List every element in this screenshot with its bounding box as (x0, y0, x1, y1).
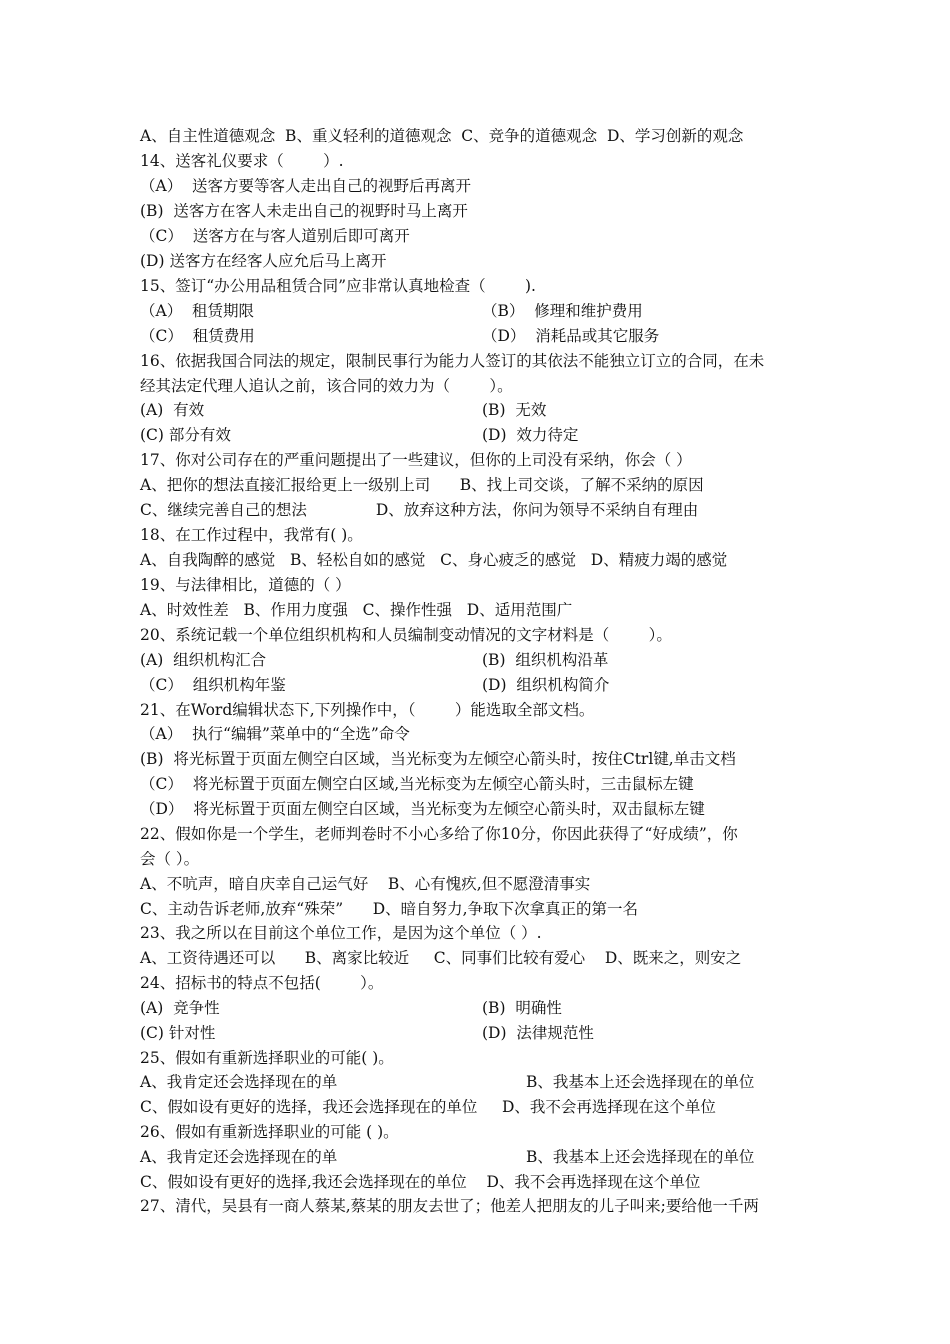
q21-stem: 21、在Word编辑状态下,下列操作中，（ ）能选取全部文档。 (140, 701, 595, 719)
q20-option-a: (A) 组织机构汇合 (140, 651, 267, 669)
q25-options-cd: C、假如设有更好的选择，我还会选择现在的单位 D、我不会再选择现在这个单位 (140, 1098, 716, 1116)
q15-option-b: （B） 修理和维护费用 (482, 302, 643, 320)
q24-stem: 24、招标书的特点不包括( ）。 (140, 974, 384, 992)
q25-stem: 25、假如有重新选择职业的可能( )。 (140, 1049, 394, 1067)
q17-options-cd: C、继续完善自己的想法 D、放弃这种方法，你问为领导不采纳自有理由 (140, 501, 699, 519)
q17-stem: 17、你对公司存在的严重问题提出了一些建议，但你的上司没有采纳，你会（ ） (140, 451, 692, 469)
q15-option-d: （D） 消耗品或其它服务 (482, 327, 660, 345)
q15-option-c: （C） 租赁费用 (140, 327, 255, 345)
q16-stem-line1: 16、依据我国合同法的规定，限制民事行为能力人签订的其依法不能独立订立的合同，在未 (140, 352, 765, 370)
q26-options-cd: C、假如设有更好的选择,我还会选择现在的单位 D、我不会再选择现在这个单位 (140, 1173, 701, 1191)
q22-options-cd: C、主动告诉老师,放弃“殊荣” D、暗自努力,争取下次拿真正的第一名 (140, 900, 639, 918)
q20-option-b: (B) 组织机构沿革 (482, 651, 609, 669)
q19-options: A、时效性差 B、作用力度强 C、操作性强 D、适用范围广 (140, 601, 573, 619)
q16-option-c: (C) 部分有效 (140, 426, 231, 444)
q25-option-a: A、我肯定还会选择现在的单 (140, 1073, 338, 1091)
q15-stem: 15、签订“办公用品租赁合同”应非常认真地检查（ ). (140, 277, 536, 295)
q22-options-ab: A、不吭声，暗自庆幸自己运气好 B、心有愧疚,但不愿澄清事实 (140, 875, 591, 893)
q26-option-b: B、我基本上还会选择现在的单位 (526, 1148, 755, 1166)
q16-stem-line2: 经其法定代理人追认之前，该合同的效力为（ ）。 (140, 377, 513, 395)
q24-option-c: (C) 针对性 (140, 1024, 216, 1042)
q17-options-ab: A、把你的想法直接汇报给更上一级别上司 B、找上司交谈，了解不采纳的原因 (140, 476, 704, 494)
q16-option-a: (A) 有效 (140, 401, 205, 419)
q22-stem-line2: 会（ ）。 (140, 850, 200, 868)
q26-stem: 26、假如有重新选择职业的可能 ( )。 (140, 1123, 399, 1141)
q18-options: A、自我陶醉的感觉 B、轻松自如的感觉 C、身心疲乏的感觉 D、精疲力竭的感觉 (140, 551, 728, 569)
q13-options: A、自主性道德观念 B、重义轻利的道德观念 C、竞争的道德观念 D、学习创新的观念 (140, 127, 744, 145)
q20-option-c: （C） 组织机构年鉴 (140, 676, 286, 694)
q14-option-a: （A） 送客方要等客人走出自己的视野后再离开 (140, 177, 472, 195)
q20-stem: 20、系统记载一个单位组织机构和人员编制变动情况的文字材料是（ ）。 (140, 626, 672, 644)
q26-option-a: A、我肯定还会选择现在的单 (140, 1148, 338, 1166)
q24-option-b: (B) 明确性 (482, 999, 562, 1017)
q20-option-d: (D) 组织机构简介 (482, 676, 610, 694)
q18-stem: 18、在工作过程中，我常有( )。 (140, 526, 363, 544)
q16-option-d: (D) 效力待定 (482, 426, 579, 444)
q14-option-d: (D) 送客方在经客人应允后马上离开 (140, 252, 387, 270)
q14-stem: 14、送客礼仪要求（ ）. (140, 152, 344, 170)
q21-option-b: (B) 将光标置于页面左侧空白区域，当光标变为左倾空心箭头时，按住Ctrl键,单击文档 (140, 750, 736, 768)
q23-options: A、工资待遇还可以 B、离家比较近 C、同事们比较有爱心 D、既来之，则安之 (140, 949, 742, 967)
q19-stem: 19、与法律相比，道德的（ ） (140, 576, 351, 594)
q22-stem-line1: 22、假如你是一个学生，老师判卷时不小心多给了你10分，你因此获得了“好成绩”，你 (140, 825, 738, 843)
q16-option-b: (B) 无效 (482, 401, 547, 419)
q21-option-d: （D） 将光标置于页面左侧空白区域，当光标变为左倾空心箭头时，双击鼠标左键 (140, 800, 705, 818)
q21-option-c: （C） 将光标置于页面左侧空白区域,当光标变为左倾空心箭头时，三击鼠标左键 (140, 775, 694, 793)
q14-option-c: （C） 送客方在与客人道别后即可离开 (140, 227, 410, 245)
q23-stem: 23、我之所以在目前这个单位工作，是因为这个单位（ ）. (140, 924, 542, 942)
q14-option-b: (B) 送客方在客人未走出自己的视野时马上离开 (140, 202, 468, 220)
q24-option-d: (D) 法律规范性 (482, 1024, 594, 1042)
q21-option-a: （A） 执行“编辑”菜单中的“全选”命令 (140, 725, 410, 743)
q27-stem: 27、清代，吴县有一商人蔡某,蔡某的朋友去世了；他差人把朋友的儿子叫来;要给他一千两 (140, 1197, 759, 1215)
q24-option-a: (A) 竞争性 (140, 999, 220, 1017)
q15-option-a: （A） 租赁期限 (140, 302, 255, 320)
q25-option-b: B、我基本上还会选择现在的单位 (526, 1073, 755, 1091)
